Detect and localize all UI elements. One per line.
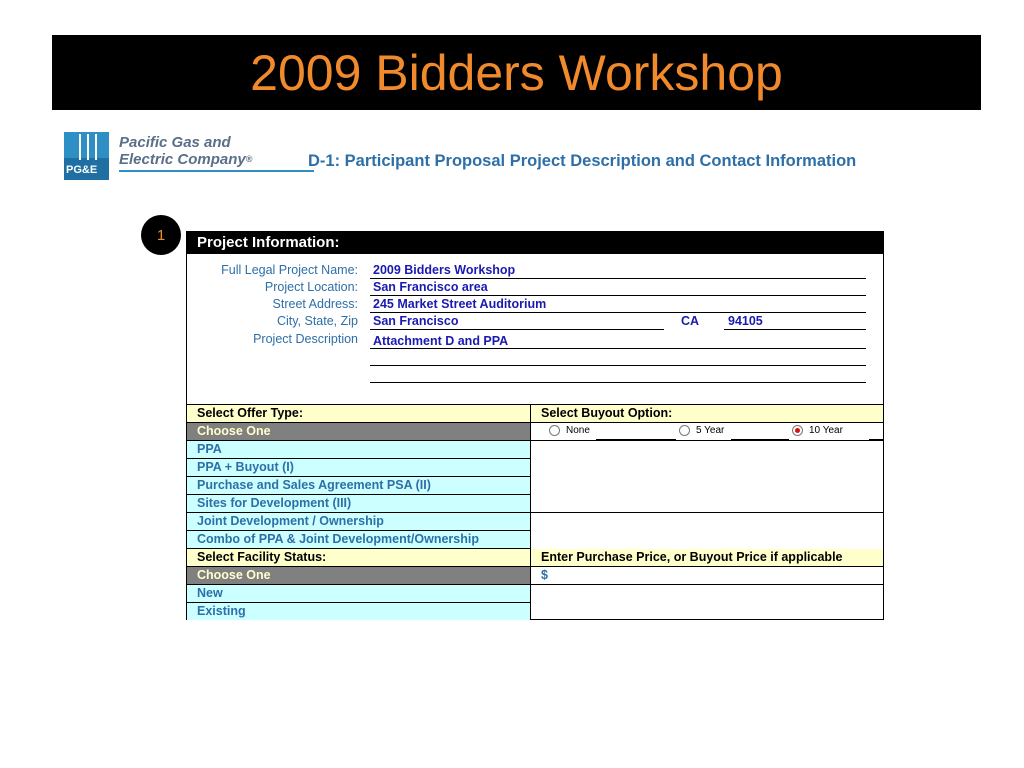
buyout-radio-10-year[interactable]: 10 Year (792, 425, 843, 436)
legal-name-underline (370, 278, 866, 279)
location-underline (370, 295, 866, 296)
slide-title-bar (52, 35, 981, 110)
facility-status-select[interactable]: Choose One (187, 567, 530, 585)
offer-option-ppa[interactable]: PPA (187, 441, 530, 459)
facility-option-existing[interactable]: Existing (187, 603, 530, 620)
price-input-row[interactable] (531, 567, 883, 585)
radio-circle-icon (549, 425, 560, 436)
facility-option-new[interactable]: New (187, 585, 530, 603)
offer-option-psa[interactable]: Purchase and Sales Agreement PSA (II) (187, 477, 530, 495)
buyout-5-year-underline (731, 439, 789, 440)
city-field[interactable]: San Francisco (373, 314, 459, 328)
price-input[interactable]: $ (541, 568, 548, 582)
price-label: Enter Purchase Price, or Buyout Price if applicable (531, 549, 883, 567)
zip-underline (724, 329, 866, 330)
facility-status-label: Select Facility Status: (187, 549, 530, 567)
form-subtitle: D-1: Participant Proposal Project Description and Contact Information (308, 152, 857, 170)
street-underline (370, 312, 866, 313)
state-field[interactable]: CA (681, 314, 700, 328)
zip-field[interactable]: 94105 (728, 314, 763, 328)
legal-name-field[interactable]: 2009 Bidders Workshop (373, 263, 516, 277)
logo-mark-text: PG&E (66, 164, 98, 176)
offer-type-label: Select Offer Type: (187, 405, 530, 423)
description-underline-1 (370, 348, 866, 349)
buyout-radio-row (531, 423, 883, 441)
buyout-area-bottom-border (531, 512, 883, 513)
location-label: Project Location: (264, 280, 358, 294)
logo-line-1: Pacific Gas and (119, 134, 231, 151)
city-underline (370, 329, 664, 330)
location-field[interactable]: San Francisco area (373, 280, 488, 294)
pge-logo (64, 132, 254, 182)
radio-circle-icon (679, 425, 690, 436)
buyout-option-label: Select Buyout Option: (531, 405, 883, 423)
slide-title: 2009 Bidders Workshop (250, 44, 783, 101)
street-label: Street Address: (272, 297, 358, 311)
logo-underline (119, 170, 314, 172)
description-label: Project Description (253, 332, 358, 346)
city-state-zip-label: City, State, Zip (276, 314, 358, 328)
description-field[interactable]: Attachment D and PPA (373, 334, 509, 348)
offer-option-sites[interactable]: Sites for Development (III) (187, 495, 530, 513)
section-number-badge: 1 (141, 215, 181, 255)
offer-option-ppa-buyout[interactable]: PPA + Buyout (I) (187, 459, 530, 477)
legal-name-label: Full Legal Project Name: (221, 263, 358, 277)
logo-line-2: Electric Company® (119, 151, 253, 168)
project-information-form (186, 231, 884, 620)
offer-option-joint-development[interactable]: Joint Development / Ownership (187, 513, 530, 531)
buyout-none-underline (596, 439, 676, 440)
buyout-radio-none[interactable]: None (549, 425, 590, 436)
pge-logo-text (119, 134, 252, 168)
offer-option-combo[interactable]: Combo of PPA & Joint Development/Ownership (187, 531, 530, 549)
buyout-radio-5-year[interactable]: 5 Year (679, 425, 724, 436)
description-underline-3 (370, 382, 866, 383)
form-header: Project Information: (187, 232, 883, 254)
street-field[interactable]: 245 Market Street Auditorium (373, 297, 547, 311)
description-underline-2 (370, 365, 866, 366)
radio-selected-icon (792, 425, 803, 436)
buyout-10-year-underline (869, 439, 883, 440)
offer-type-select[interactable]: Choose One (187, 423, 530, 441)
